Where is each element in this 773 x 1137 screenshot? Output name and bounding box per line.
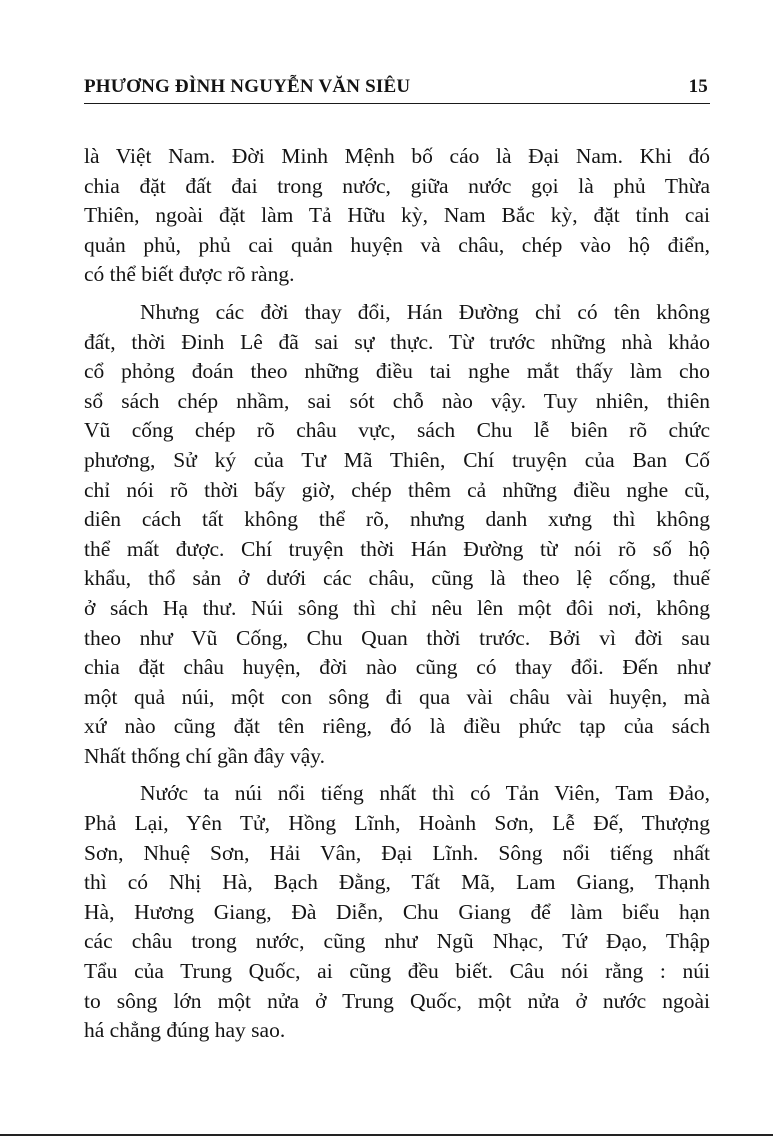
paragraph	[84, 779, 710, 1045]
running-head	[84, 76, 708, 102]
text-line: quản phủ, phủ cai quản huyện và châu, chép vào hộ điển,	[84, 232, 710, 257]
text-line: Nước ta núi nổi tiếng nhất thì có Tản Viên, Tam Đảo,	[140, 781, 710, 806]
running-head-title: PHƯƠNG ĐÌNH NGUYỄN VĂN SIÊU	[84, 76, 411, 97]
text-line: Thiên, ngoài đặt làm Tả Hữu kỳ, Nam Bắc kỳ, đặt tỉnh cai	[84, 203, 710, 228]
text-line: các châu trong nước, cũng như Ngũ Nhạc, Tứ Đạo, Thập	[84, 929, 710, 954]
text-line: Vũ cống chép rõ châu vực, sách Chu lễ biên rõ chức	[84, 418, 710, 443]
paragraph	[84, 142, 710, 290]
text-line: há chẳng đúng hay sao.	[84, 1018, 286, 1043]
text-line: đất, thời Đinh Lê đã sai sự thực. Từ trước những nhà khảo	[84, 329, 710, 354]
text-line: khẩu, thổ sản ở dưới các châu, cũng là theo lệ cống, thuế	[84, 566, 710, 591]
text-line: Tẩu của Trung Quốc, ai cũng đều biết. Câu nói rằng : núi	[84, 959, 710, 984]
text-line: cổ phỏng đoán theo những điều tai nghe mắt thấy làm cho	[84, 359, 710, 384]
text-line: chia đặt châu huyện, đời nào cũng có thay đổi. Đến như	[84, 655, 710, 680]
text-line: xứ nào cũng đặt tên riêng, đó là điều phức tạp của sách	[84, 714, 710, 739]
text-line: phương, Sử ký của Tư Mã Thiên, Chí truyện của Ban Cố	[84, 447, 710, 472]
text-line: diên cách tất không thể rõ, nhưng danh xưng thì không	[84, 507, 710, 532]
page-number: 15	[688, 76, 708, 97]
text-line: sổ sách chép nhầm, sai sót chỗ nào vậy. Tuy nhiên, thiên	[84, 388, 710, 413]
text-line: theo như Vũ Cống, Chu Quan thời trước. Bởi vì đời sau	[84, 625, 710, 650]
text-line: Hà, Hương Giang, Đà Diễn, Chu Giang để làm biểu hạn	[84, 899, 710, 924]
body-text	[84, 142, 710, 1046]
text-line: thể mất được. Chí truyện thời Hán Đường từ nói rõ số hộ	[84, 536, 710, 561]
text-line: chỉ nói rõ thời bấy giờ, chép thêm cả những điều nghe cũ,	[84, 477, 710, 502]
text-line: Nhất thống chí gần đây vậy.	[84, 743, 326, 768]
page-bottom-edge	[0, 1134, 773, 1136]
text-line: có thể biết được rõ ràng.	[84, 262, 295, 287]
text-line: một quả núi, một con sông đi qua vài châu vài huyện, mà	[84, 684, 710, 709]
text-line: Sơn, Nhuệ Sơn, Hải Vân, Đại Lĩnh. Sông nổi tiếng nhất	[84, 840, 710, 865]
text-line: thì có Nhị Hà, Bạch Đằng, Tất Mã, Lam Giang, Thạnh	[84, 870, 710, 895]
header-rule	[84, 103, 710, 104]
text-line: ở sách Hạ thư. Núi sông thì chỉ nêu lên một đôi nơi, không	[84, 595, 710, 620]
text-line: Nhưng các đời thay đổi, Hán Đường chỉ có tên không	[140, 299, 710, 324]
text-line: là Việt Nam. Đời Minh Mệnh bố cáo là Đại Nam. Khi đó	[84, 144, 710, 168]
text-line: chia đặt đất đai trong nước, giữa nước gọi là phủ Thừa	[84, 173, 710, 198]
text-line: Phả Lại, Yên Tử, Hồng Lĩnh, Hoành Sơn, Lễ Đế, Thượng	[84, 811, 710, 836]
text-line: to sông lớn một nửa ở Trung Quốc, một nửa ở nước ngoài	[84, 988, 710, 1013]
paragraph	[84, 298, 710, 772]
